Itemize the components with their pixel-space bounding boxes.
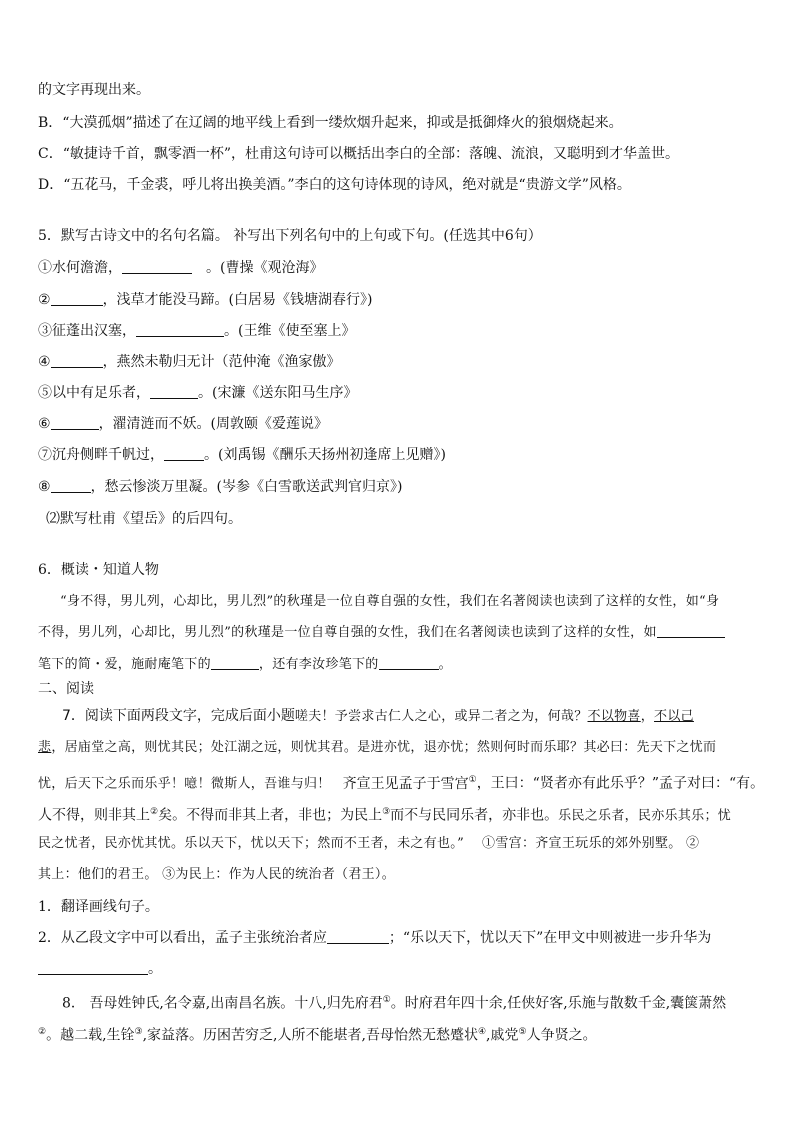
answer-blank[interactable] xyxy=(51,415,99,430)
q5-item-2: ② ，浅草才能没马蹄。(白居易《钱塘湖春行》) xyxy=(38,292,373,308)
answer-blank[interactable] xyxy=(164,446,204,461)
q7-line-3: 忧，后天下之乐而乐乎！噫！微斯人，吾谁与归！ 齐宣王见孟子于雪宫①，王曰：“贤者亦有此乐乎？”孟子对曰：“有。 xyxy=(38,775,765,792)
q7-line-5: 民之忧者，民亦忧其忧。乐以天下，忧以天下；然而不王者，未之有也。” ①雪宫：齐宣王玩乐的郊外别墅。 ② xyxy=(38,836,700,851)
answer-blank[interactable] xyxy=(51,478,91,493)
q5-sub-question-2: ⑵默写杜甫《望岳》的后四句。 xyxy=(46,511,242,527)
q8-line-2: ②。越二载,生铨③,家益落。历困苦穷乏,人所不能堪者,吾母怡然无愁蹙状④,戚党⑤人争贤之。 xyxy=(38,1027,597,1044)
q4-option-d: D．“五花马，千金裘，呼儿将出换美酒。”李白的这句诗体现的诗风，绝对就是“贵游文学”风格。 xyxy=(38,177,631,193)
q7-sub-question-2: 2．从乙段文字中可以看出，孟子主张统治者应 ；“乐以天下，忧以天下”在甲文中则被进一步升华为 xyxy=(38,930,712,946)
answer-blank[interactable] xyxy=(327,929,389,944)
q5-item-4: ④ ，燕然未勒归无计（范仲淹《渔家傲》 xyxy=(38,354,341,370)
answer-blank[interactable] xyxy=(51,291,103,306)
q5-item-8: ⑧ ，愁云惨淡万里凝。(岑参《白雪歌送武判官归京》) xyxy=(38,479,403,495)
answer-blank[interactable] xyxy=(211,655,259,670)
q7-line-2: 悲，居庙堂之高，则忧其民；处江湖之远，则忧其君。是进亦忧，退亦忧；然则何时而乐耶？其必曰：先天下之忧而 xyxy=(38,740,717,755)
q5-item-7: ⑦沉舟侧畔千帆过， 。(刘禹锡《酬乐天扬州初逢席上见赠》) xyxy=(38,447,446,463)
q6-paragraph-line-2: 不得，男儿列，心却比，男儿烈”的秋瑾是一位自尊自强的女性，我们在名著阅读也读到了这样的女性，如 xyxy=(38,623,756,643)
q5-item-3: ③征蓬出汉塞， 。(王维《使至塞上》 xyxy=(38,323,356,339)
q6-title: 6．概读・知道人物 xyxy=(38,562,159,578)
q7-line-1: 7．阅读下面两段文字，完成后面小题嗟夫！予尝求古仁人之心，或异二者之为，何哉？不以物喜，不以己 xyxy=(62,708,694,724)
q7-sub-question-1: 1．翻译画线句子。 xyxy=(38,899,159,915)
answer-blank[interactable] xyxy=(150,384,198,399)
answer-blank[interactable] xyxy=(38,960,148,975)
q5-title: 5．默写古诗文中的名句名篇。 补写出下列名句中的上句或下句。(任选其中6句） xyxy=(38,228,542,244)
q5-item-5: ⑤以中有足乐者， 。(宋濂《送东阳马生序》 xyxy=(38,385,358,401)
q5-item-6: ⑥ ，濯清涟而不妖。(周敦颐《爱莲说》 xyxy=(38,416,329,432)
q7-sub-question-2-cont: 。 xyxy=(38,959,756,979)
answer-blank[interactable] xyxy=(51,353,103,368)
section-reading-heading: 二、阅读 xyxy=(38,681,94,697)
q4-continuation: 的文字再现出来。 xyxy=(38,82,150,98)
q4-option-b: B．“大漠孤烟”描述了在辽阔的地平线上看到一缕炊烟升起来，抑或是抵御烽火的狼烟烧起来。 xyxy=(38,115,623,131)
q6-paragraph-line-1: “身不得，男儿列，心却比，男儿烈”的秋瑾是一位自尊自强的女性，我们在名著阅读也读到了这样的女性，如“身 xyxy=(60,594,720,609)
q5-item-1: ①水何澹澹， 。(曹操《观沧海》 xyxy=(38,260,324,276)
answer-blank[interactable] xyxy=(122,259,192,274)
answer-blank[interactable] xyxy=(379,655,439,670)
footnotes: ①雪宫：齐宣王玩乐的郊外别墅。 ② xyxy=(482,836,700,851)
q6-paragraph-line-3: 笔下的简・爱，施耐庵笔下的 ，还有李汝珍笔下的 。 xyxy=(38,657,452,672)
q8-line-1: 8． 吾母姓钟氏,名令嘉,出南昌名族。十八,归先府君①。时府君年四十余,任侠好客,乐施与散数千金,囊箧萧然 xyxy=(62,995,727,1012)
answer-blank[interactable] xyxy=(136,322,224,337)
underlined-sentence: 不以物喜 xyxy=(587,709,641,724)
q7-line-4: 人不得，则非其上②矣。不得而非其上者，非也；为民上③而不与民同乐者，亦非也。乐民之乐者，民亦乐其乐；忧 xyxy=(38,807,732,824)
q7-footnotes-cont: 其上：他们的君王。 ③为民上：作为人民的统治者（君王）。 xyxy=(38,867,396,882)
underlined-sentence: 不以己 xyxy=(654,709,694,724)
q4-option-c: C．“敏捷诗千首，飘零酒一杯”，杜甫这句诗可以概括出李白的全部：落魄、流浪，又聪明到才华盖世。 xyxy=(38,146,680,162)
answer-blank[interactable] xyxy=(657,623,725,638)
